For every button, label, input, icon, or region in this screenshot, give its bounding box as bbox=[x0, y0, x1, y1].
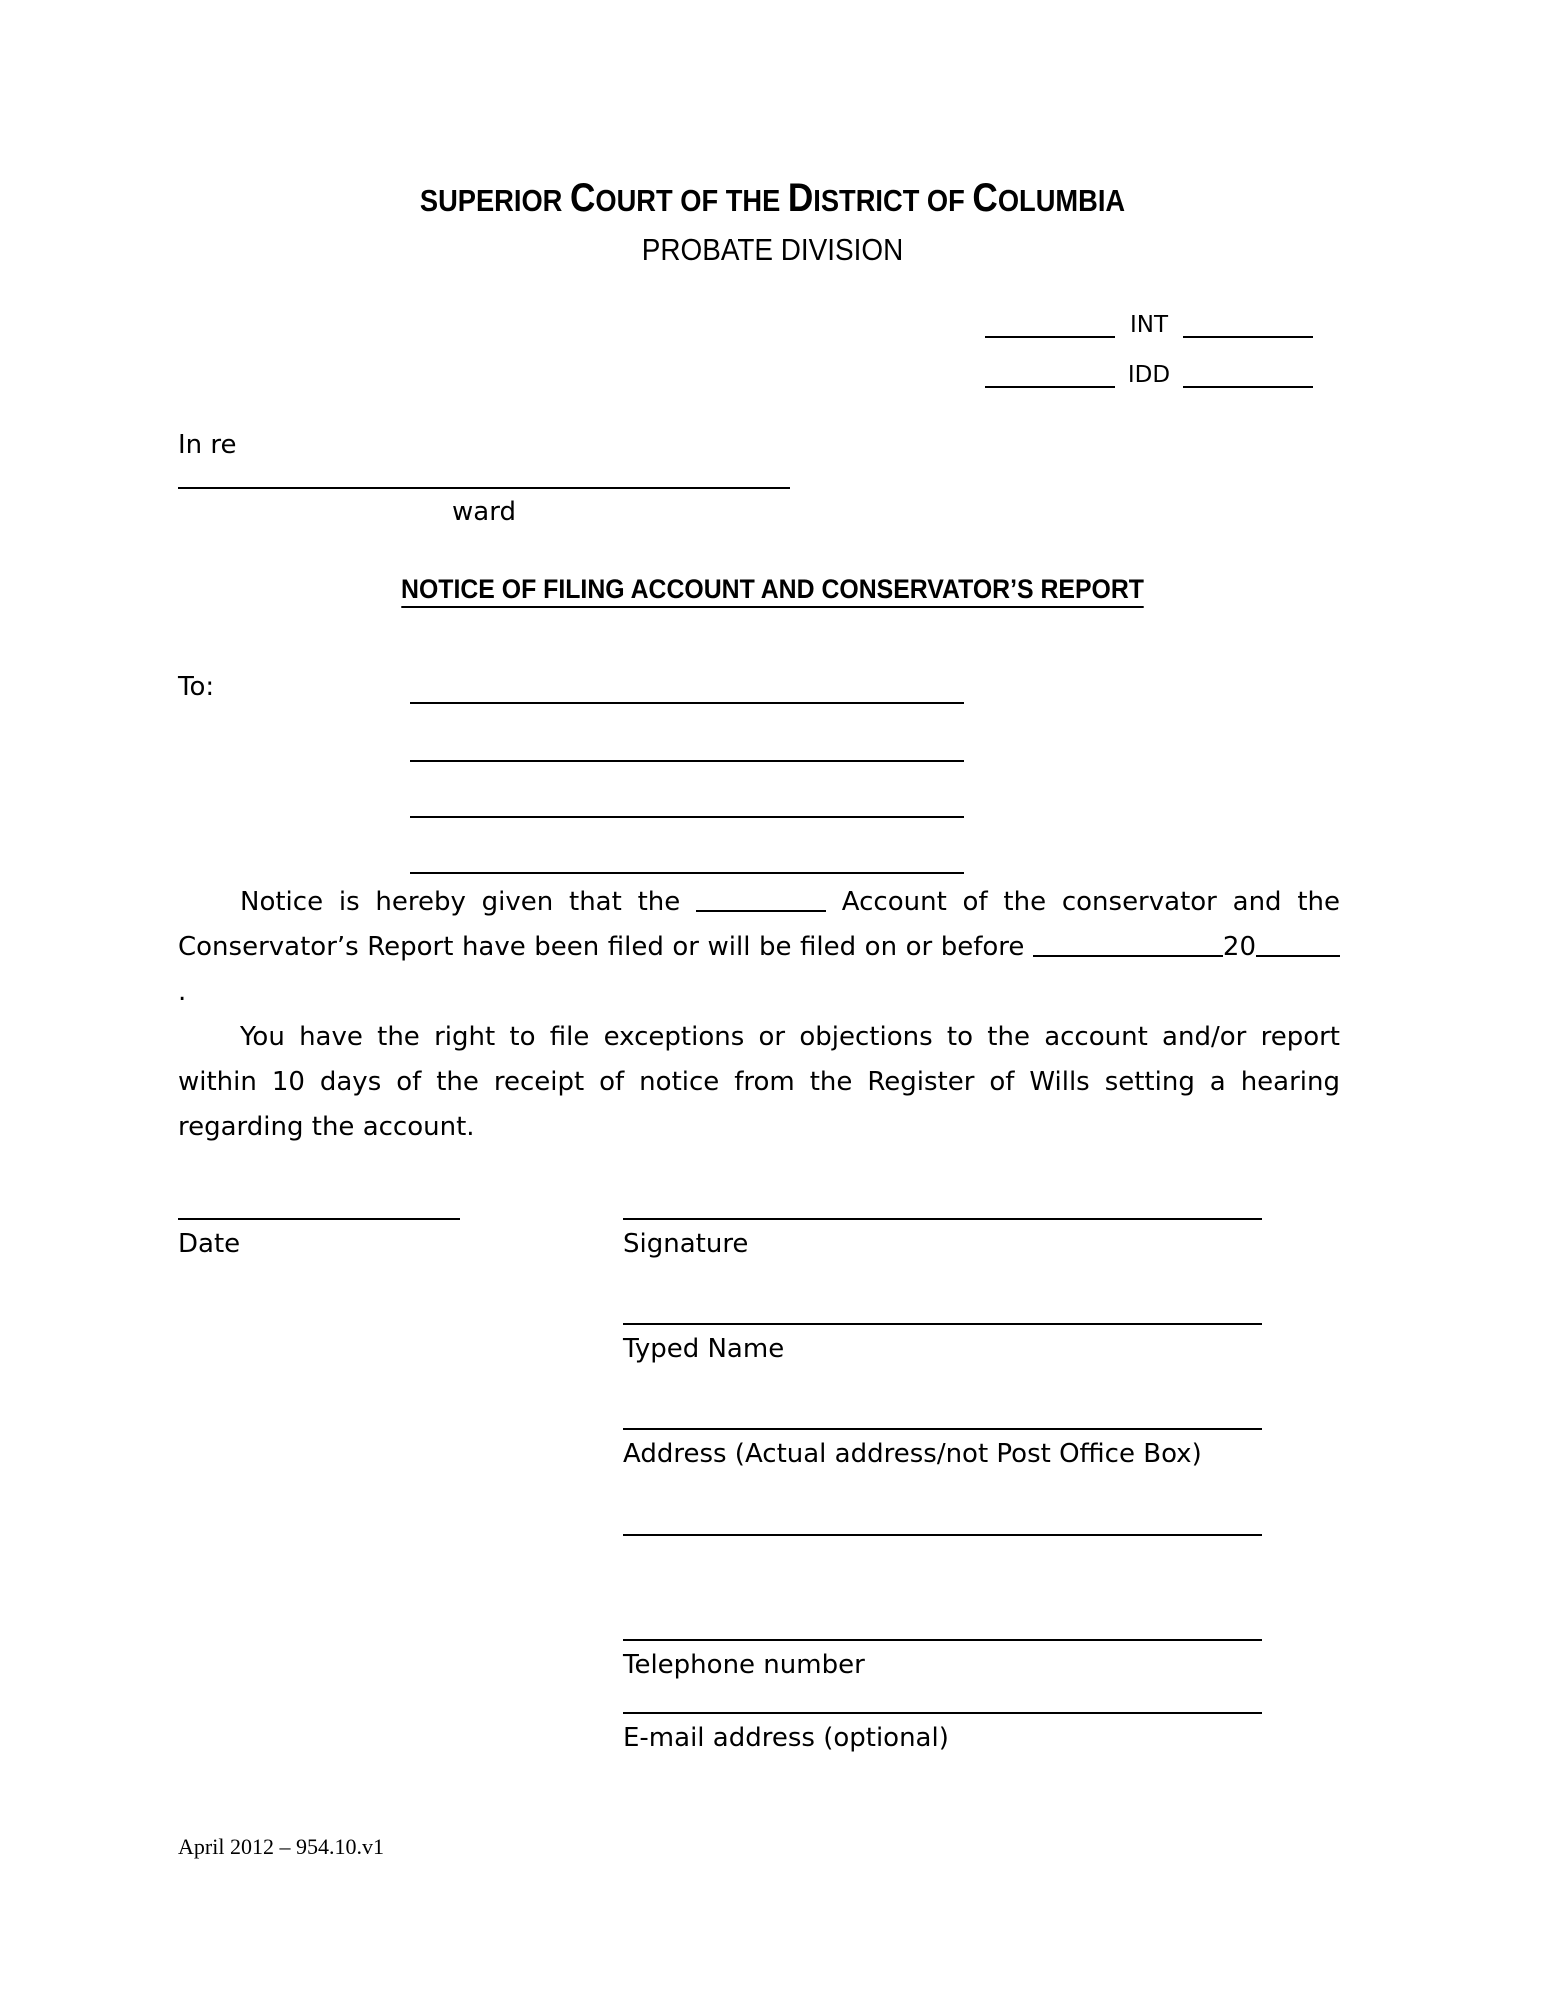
date-blank-line[interactable] bbox=[178, 1218, 460, 1220]
signature-label: Signature bbox=[623, 1229, 749, 1259]
signature-blank-line[interactable] bbox=[623, 1218, 1262, 1220]
paragraph-notice-given bbox=[178, 880, 1340, 1015]
case-code-block bbox=[985, 288, 1345, 388]
form-revision-footer: April 2012 – 954.10.v1 bbox=[178, 1834, 384, 1859]
court-title bbox=[93, 178, 1453, 218]
address-blank-line-1[interactable] bbox=[623, 1428, 1262, 1430]
int-blank-left[interactable] bbox=[985, 314, 1115, 338]
court-title-olumbia: OLUMBIA bbox=[997, 183, 1126, 218]
court-title-istrict: ISTRICT OF bbox=[813, 183, 973, 218]
address-label: Address (Actual address/not Post Office Box) bbox=[623, 1439, 1202, 1469]
page-title bbox=[62, 573, 1483, 605]
court-title-s: S bbox=[419, 183, 439, 218]
filing-year-blank[interactable] bbox=[1256, 935, 1340, 957]
page-title-text: NOTICE OF FILING ACCOUNT AND CONSERVATOR’S REPORT bbox=[401, 574, 1144, 608]
recipient-line-1[interactable] bbox=[410, 702, 964, 704]
ward-label: ward bbox=[452, 497, 516, 527]
idd-blank-right[interactable] bbox=[1183, 364, 1313, 388]
body-text bbox=[178, 880, 1340, 1150]
paragraph1-segment-2: Account of the conservator and the Conservator’s Report have been filed or will be filed on or before bbox=[178, 887, 1340, 962]
court-title-c: C bbox=[569, 176, 596, 220]
court-title-ourt: OURT OF THE bbox=[595, 183, 788, 218]
paragraph1-segment-3: 20 bbox=[1222, 932, 1256, 962]
telephone-blank-line[interactable] bbox=[623, 1639, 1262, 1641]
court-title-uperior: UPERIOR bbox=[438, 183, 570, 218]
typed-name-label: Typed Name bbox=[623, 1334, 785, 1364]
paragraph-exceptions-rights: You have the right to file exceptions or objections to the account and/or report within 10 days of the receipt of notice from the Register of Wills setting a hearing regarding the account. bbox=[178, 1022, 1340, 1142]
filing-date-blank[interactable] bbox=[1033, 935, 1223, 957]
case-code-row-idd bbox=[985, 338, 1345, 388]
date-label: Date bbox=[178, 1229, 241, 1259]
paragraph1-segment-1: Notice is hereby given that the bbox=[240, 887, 697, 917]
division-subtitle: PROBATE DIVISION bbox=[641, 232, 904, 267]
paragraph1-segment-4: . bbox=[178, 977, 187, 1007]
email-blank-line[interactable] bbox=[623, 1712, 1262, 1714]
case-code-row-int bbox=[985, 288, 1345, 338]
int-blank-right[interactable] bbox=[1183, 314, 1313, 338]
in-re-blank-line[interactable] bbox=[178, 487, 790, 489]
recipient-line-2[interactable] bbox=[410, 760, 964, 762]
recipient-line-4[interactable] bbox=[410, 872, 964, 874]
account-number-blank[interactable] bbox=[696, 890, 826, 912]
idd-label: IDD bbox=[1127, 362, 1171, 388]
idd-blank-left[interactable] bbox=[985, 364, 1115, 388]
typed-name-blank-line[interactable] bbox=[623, 1323, 1262, 1325]
recipient-line-3[interactable] bbox=[410, 816, 964, 818]
int-label: INT bbox=[1129, 312, 1169, 338]
in-re-label: In re bbox=[178, 430, 237, 460]
to-label: To: bbox=[178, 672, 215, 702]
address-blank-line-2[interactable] bbox=[623, 1534, 1262, 1536]
email-label: E-mail address (optional) bbox=[623, 1723, 949, 1753]
telephone-label: Telephone number bbox=[623, 1650, 865, 1680]
court-title-col-c: C bbox=[972, 176, 998, 220]
court-title-d: D bbox=[787, 176, 814, 220]
